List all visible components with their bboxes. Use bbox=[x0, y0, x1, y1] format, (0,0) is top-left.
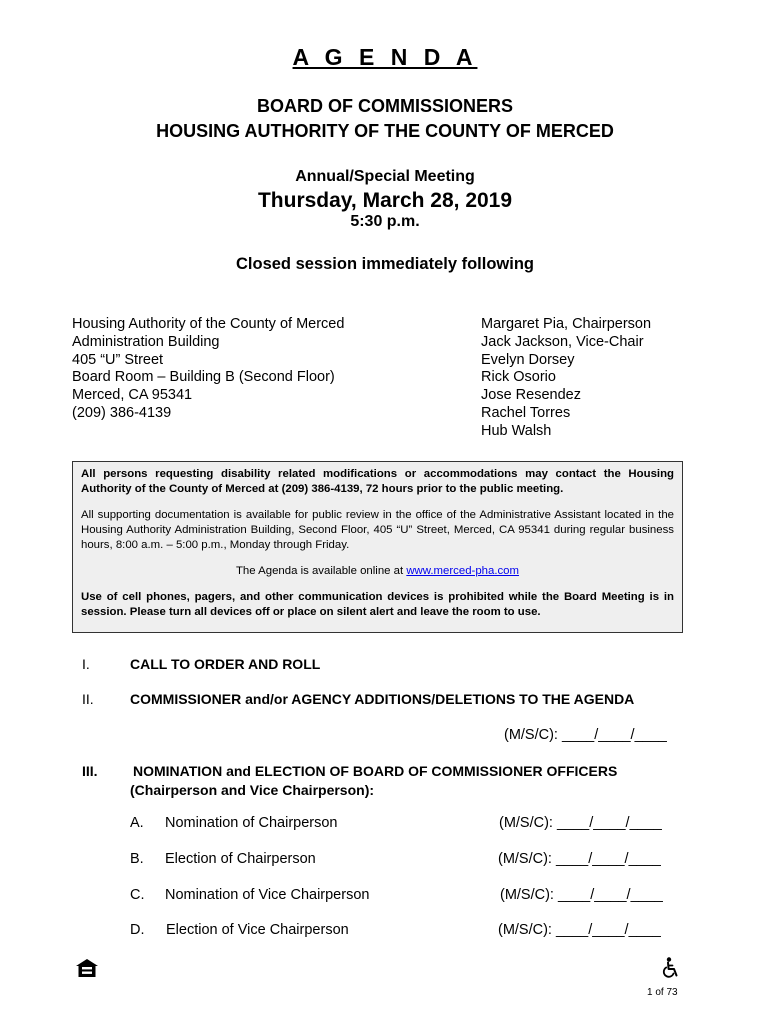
authority-heading: HOUSING AUTHORITY OF THE COUNTY OF MERCED bbox=[156, 121, 614, 141]
closed-session-note: Closed session immediately following bbox=[236, 255, 534, 273]
agenda-title: A G E N D A bbox=[292, 44, 478, 70]
subitem-c-msc: (M/S/C): ____/____/____ bbox=[500, 887, 663, 903]
subitem-d-msc: (M/S/C): ____/____/____ bbox=[498, 922, 661, 938]
commissioner-name: Hub Walsh bbox=[481, 422, 552, 439]
disability-notice: All persons requesting disability related modifications or accommodations may contact the Housing Authority of the County of Merced at (209) 386-4139, 72 hours prior to the public meeting. bbox=[81, 468, 674, 495]
address-line: (209) 386-4139 bbox=[72, 404, 172, 421]
subitem-a-text: Nomination of Chairperson bbox=[165, 815, 338, 831]
address-line: Housing Authority of the County of Merced bbox=[72, 316, 345, 332]
item-2-msc: (M/S/C): ____/____/____ bbox=[504, 727, 667, 743]
item-2-text: COMMISSIONER and/or AGENCY ADDITIONS/DELETIONS TO THE AGENDA bbox=[130, 691, 635, 707]
online-notice bbox=[81, 564, 674, 579]
notice-box bbox=[72, 461, 683, 633]
address-block bbox=[72, 316, 344, 423]
subitem-c-text: Nomination of Vice Chairperson bbox=[165, 887, 370, 903]
online-notice-text: The Agenda is available online at bbox=[235, 565, 407, 577]
item-3-subtext: (Chairperson and Vice Chairperson): bbox=[130, 782, 375, 798]
subitem-b-text: Election of Chairperson bbox=[165, 851, 316, 867]
meeting-date: Thursday, March 28, 2019 bbox=[257, 189, 513, 212]
subitem-b-letter: B. bbox=[130, 851, 144, 867]
commissioner-name: Rachel Torres bbox=[481, 404, 571, 421]
subitem-c-letter: C. bbox=[130, 887, 145, 903]
address-line: Merced, CA 95341 bbox=[72, 387, 193, 404]
page-number: 1 of 73 bbox=[647, 987, 678, 998]
item-3-text: NOMINATION and ELECTION OF BOARD OF COMMISSIONER OFFICERS bbox=[133, 763, 618, 779]
website-link[interactable]: www.merced-pha.com bbox=[406, 565, 520, 577]
wheelchair-icon bbox=[662, 957, 680, 979]
meeting-type: Annual/Special Meeting bbox=[295, 168, 475, 185]
commissioner-name: Jose Resendez bbox=[481, 387, 581, 404]
meeting-time: 5:30 p.m. bbox=[350, 213, 420, 230]
subitem-a-msc: (M/S/C): ____/____/____ bbox=[499, 815, 662, 831]
commissioner-name: Evelyn Dorsey bbox=[481, 351, 575, 368]
subitem-a-letter: A. bbox=[130, 815, 144, 831]
item-1-text: CALL TO ORDER AND ROLL bbox=[130, 656, 321, 672]
subitem-d-text: Election of Vice Chairperson bbox=[166, 922, 349, 938]
commissioner-name: Margaret Pia, Chairperson bbox=[481, 316, 652, 332]
commissioners-list bbox=[481, 316, 651, 441]
subitem-b-msc: (M/S/C): ____/____/____ bbox=[498, 851, 661, 867]
item-3-number: III. bbox=[82, 763, 98, 779]
documentation-notice: All supporting documentation is available for public review in the office of the Administrative Assistant located in the Housing Authority Administration Building, Second Floor, 405 “U” Street, Merced, CA 95341 during regular business hours, 8:00 a.m. – 5:00 p.m., Monday through Friday. bbox=[81, 509, 674, 551]
commissioner-name: Rick Osorio bbox=[481, 369, 556, 386]
commissioner-name: Jack Jackson, Vice-Chair bbox=[481, 333, 644, 350]
phones-notice: Use of cell phones, pagers, and other communication devices is prohibited while the Board Meeting is in session. Please turn all devices off or place on silent alert and leave the room to use. bbox=[81, 591, 674, 618]
address-line: Administration Building bbox=[72, 333, 220, 350]
item-2-number: II. bbox=[82, 691, 94, 707]
board-heading: BOARD OF COMMISSIONERS bbox=[256, 96, 513, 116]
address-line: Board Room – Building B (Second Floor) bbox=[72, 369, 335, 386]
equal-housing-icon bbox=[75, 958, 99, 978]
address-line: 405 “U” Street bbox=[72, 351, 164, 368]
item-1-number: I. bbox=[82, 656, 90, 672]
subitem-d-letter: D. bbox=[130, 922, 145, 938]
